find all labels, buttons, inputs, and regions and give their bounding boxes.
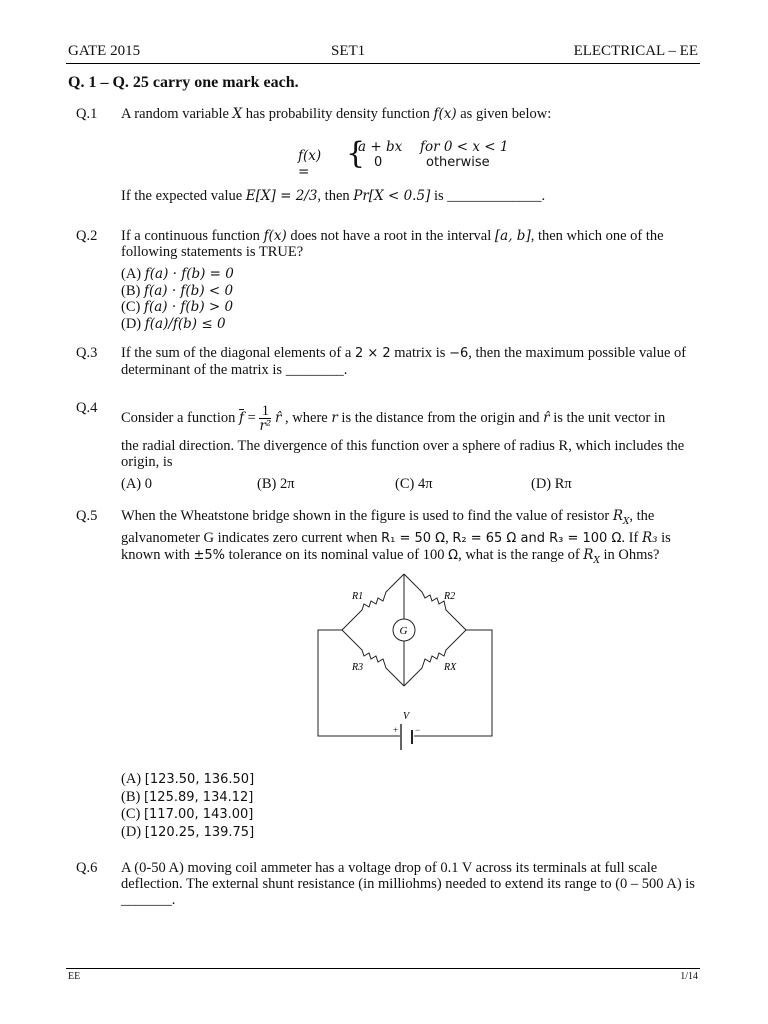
resistor-r3 xyxy=(342,630,404,686)
resistor-r1 xyxy=(342,574,404,630)
question-text-4: Consider a function $\overline{f}$ = $\frac{1}{\text{r²}}$ r̂ , where r is the distance from the origin and r̂ is the unit vector in xyxy=(121,403,666,434)
outer-wire-right xyxy=(414,630,492,736)
battery-minus: − xyxy=(415,725,421,735)
r3-label: R3 xyxy=(352,662,364,673)
fraction: $\frac{1}{\text{r²}}$ xyxy=(259,403,272,434)
option-b[interactable]: (B) [125.89, 134.12] xyxy=(121,788,254,805)
outer-wire-left xyxy=(318,630,400,736)
footer-divider xyxy=(66,968,700,969)
resistor-r2 xyxy=(404,574,466,630)
header-divider xyxy=(66,63,700,64)
question-text-2: If a continuous function f(x) does not have a root in the interval [a, b], then which one of the following statements is TRUE? xyxy=(121,228,664,260)
question-4-options xyxy=(121,476,696,494)
question-number-1: Q.1 xyxy=(76,106,98,122)
option-d[interactable]: (D) f(a)/f(b) ≤ 0 xyxy=(121,315,226,332)
galvanometer-label: G xyxy=(399,625,408,637)
question-5-options xyxy=(121,771,254,841)
rx-label: RX xyxy=(444,662,457,673)
resistor-rx xyxy=(404,630,466,686)
question-text-1: A random variable X has probability density function f(x) as given below: xyxy=(121,106,552,122)
option-d[interactable]: (D) Rπ xyxy=(531,476,572,492)
r2-label: R2 xyxy=(444,591,456,602)
left-brace: { xyxy=(346,136,366,171)
set-label: SET1 xyxy=(331,43,366,59)
question-number-4: Q.4 xyxy=(76,400,98,416)
voltage-label: V xyxy=(403,711,410,722)
question-text-5: When the Wheatstone bridge shown in the figure is used to find the value of resistor $R_X$, the galvanometer G indicates zero current when R₁ = 50 Ω, R₂ = 65 Ω and R₃ = 100 Ω. If R₃ is known with ±5% tolerance on its nominal value of 100 Ω, what is the range of $R_X$ in Ohms? xyxy=(121,508,671,566)
question-number-5: Q.5 xyxy=(76,508,98,524)
option-c[interactable]: (C) 4π xyxy=(395,476,433,492)
question-text-3: If the sum of the diagonal elements of a 2 × 2 matrix is −6, then the maximum possible value of determinant of the matrix is ________. xyxy=(121,345,687,378)
exam-name: GATE 2015 xyxy=(68,43,141,59)
option-a[interactable]: (A) 0 xyxy=(121,476,153,492)
page-header xyxy=(68,43,698,61)
option-b[interactable]: (B) 2π xyxy=(257,476,295,492)
question-text-6: A (0-50 A) moving coil ammeter has a voltage drop of 0.1 V across its terminals at full scale deflection. The external shunt resistance (in milliohms) needed to extend its range to (0 – 500 A) is _______. xyxy=(121,860,695,908)
question-1-line-2: If the expected value E[X] = 2/3, then Pr[X < 0.5] is _____________. xyxy=(121,188,546,204)
question-4-line-2: the radial direction. The divergence of this function over a sphere of radius R, which includes the origin, is xyxy=(121,438,685,470)
footer-paper-code: EE xyxy=(68,971,81,982)
option-b[interactable]: (B) f(a) · f(b) < 0 xyxy=(121,282,234,299)
battery-plus: + xyxy=(393,725,399,735)
option-a[interactable]: (A) f(a) · f(b) = 0 xyxy=(121,266,234,282)
paper-name: ELECTRICAL – EE xyxy=(573,43,698,59)
question-2-options xyxy=(121,266,234,332)
option-a[interactable]: (A) [123.50, 136.50] xyxy=(121,771,255,787)
r1-label: R1 xyxy=(352,591,364,602)
wheatstone-bridge-diagram xyxy=(300,560,510,760)
option-c[interactable]: (C) f(a) · f(b) > 0 xyxy=(121,299,234,315)
page-number: 1/14 xyxy=(680,971,698,982)
question-number-2: Q.2 xyxy=(76,228,98,244)
question-number-6: Q.6 xyxy=(76,860,98,876)
question-number-3: Q.3 xyxy=(76,345,98,361)
option-c[interactable]: (C) [117.00, 143.00] xyxy=(121,806,254,822)
option-d[interactable]: (D) [120.25, 139.75] xyxy=(121,823,255,840)
section-title: Q. 1 – Q. 25 carry one mark each. xyxy=(68,74,299,91)
